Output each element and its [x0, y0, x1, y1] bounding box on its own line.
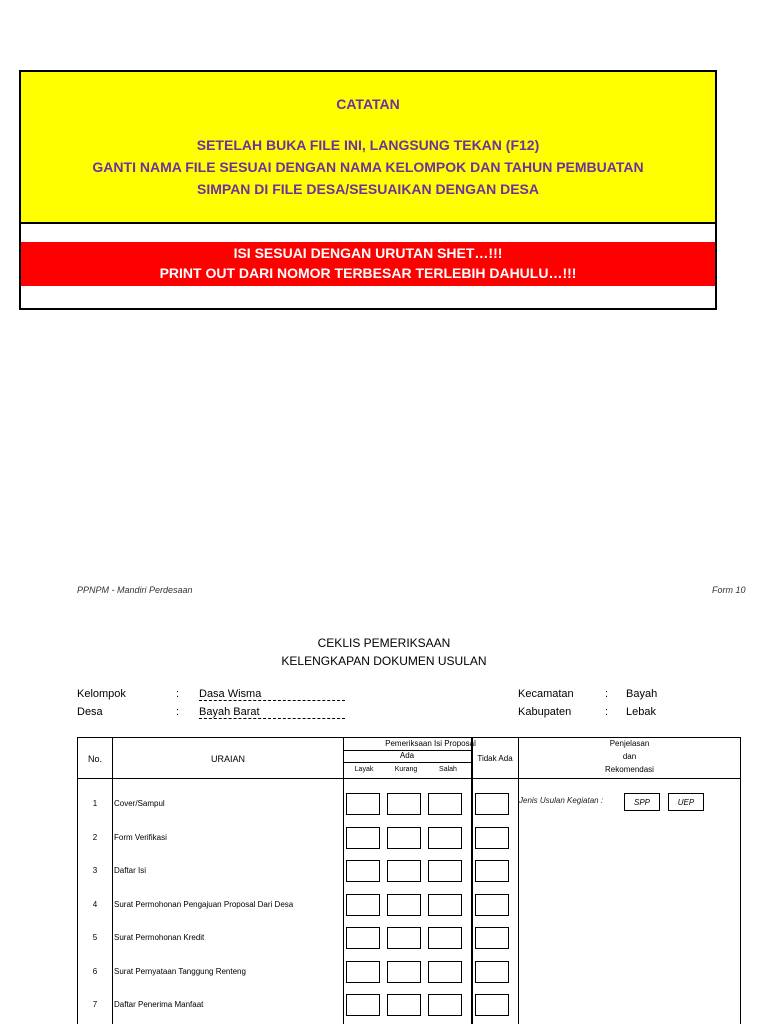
- row-number: 2: [92, 832, 98, 842]
- kelompok-colon: :: [176, 688, 180, 700]
- desa-label: Desa: [77, 706, 103, 718]
- kecamatan-colon: :: [605, 688, 609, 700]
- layak-checkbox[interactable]: [346, 860, 380, 882]
- notice-yellow-panel: [21, 72, 715, 224]
- header-tidak-ada: Tidak Ada: [477, 754, 513, 763]
- salah-checkbox[interactable]: [428, 793, 462, 815]
- notice-title: CATATAN: [336, 96, 400, 112]
- row-number: 4: [92, 899, 98, 909]
- tidak-ada-checkbox[interactable]: [475, 827, 509, 849]
- kurang-checkbox[interactable]: [387, 994, 421, 1016]
- form-title-line-2: KELENGKAPAN DOKUMEN USULAN: [281, 654, 487, 668]
- notice-box: [19, 70, 717, 310]
- row-number: 5: [92, 933, 98, 942]
- tidak-ada-checkbox[interactable]: [475, 894, 509, 916]
- layak-checkbox[interactable]: [346, 894, 380, 916]
- kelompok-value: Dasa Wisma: [199, 688, 345, 701]
- kabupaten-label: Kabupaten: [518, 706, 572, 718]
- header-pemeriksaan: Pemeriksaan Isi Proposal: [385, 739, 476, 748]
- form-number: Form 10: [712, 585, 746, 595]
- alert-line-1: ISI SESUAI DENGAN URUTAN SHET…!!!: [233, 245, 503, 261]
- grid-line: [518, 738, 519, 1024]
- row-description: Cover/Sampul: [114, 799, 165, 808]
- desa-value: Bayah Barat: [199, 706, 345, 719]
- header-penjelasan-2: dan: [622, 752, 637, 761]
- header-penjelasan-3: Rekomendasi: [605, 765, 654, 774]
- alert-line-2: PRINT OUT DARI NOMOR TERBESAR TERLEBIH DAHULU…!!!: [159, 265, 577, 281]
- row-description: Surat Pernyataan Tanggung Renteng: [114, 966, 246, 976]
- row-number: 1: [92, 799, 98, 808]
- desa-colon: :: [176, 706, 180, 718]
- header-no: No.: [87, 754, 102, 764]
- grid-line: [343, 738, 344, 1024]
- uep-tag[interactable]: UEP: [668, 793, 704, 811]
- layak-checkbox[interactable]: [346, 793, 380, 815]
- salah-checkbox[interactable]: [428, 994, 462, 1016]
- form-title-line-1: CEKLIS PEMERIKSAAN: [317, 636, 451, 650]
- kecamatan-label: Kecamatan: [518, 688, 574, 700]
- kurang-checkbox[interactable]: [387, 827, 421, 849]
- row-description: Surat Permohonan Pengajuan Proposal Dari Desa: [114, 899, 294, 909]
- layak-checkbox[interactable]: [346, 961, 380, 983]
- notice-line-3: SIMPAN DI FILE DESA/SESUAIKAN DENGAN DESA: [197, 181, 539, 197]
- tidak-ada-checkbox[interactable]: [475, 793, 509, 815]
- notice-line-1: SETELAH BUKA FILE INI, LANGSUNG TEKAN (F12): [196, 137, 540, 153]
- layak-checkbox[interactable]: [346, 994, 380, 1016]
- kurang-checkbox[interactable]: [387, 894, 421, 916]
- program-header: PPNPM - Mandiri Perdesaan: [77, 585, 193, 595]
- header-uraian: URAIAN: [210, 754, 245, 764]
- grid-line: [78, 778, 740, 779]
- salah-checkbox[interactable]: [428, 927, 462, 949]
- salah-checkbox[interactable]: [428, 827, 462, 849]
- header-penjelasan-1: Penjelasan: [609, 739, 650, 748]
- checklist-table: [77, 737, 741, 1024]
- row-description: Daftar Isi: [114, 866, 147, 875]
- tidak-ada-checkbox[interactable]: [475, 927, 509, 949]
- row-description: Form Verifikasi: [114, 832, 167, 842]
- header-ada: Ada: [399, 751, 415, 760]
- kecamatan-value: Bayah: [626, 688, 658, 700]
- kurang-checkbox[interactable]: [387, 860, 421, 882]
- row-number: 3: [92, 866, 98, 875]
- row-number: 6: [92, 966, 98, 976]
- header-kurang: Kurang: [394, 766, 418, 773]
- layak-checkbox[interactable]: [346, 927, 380, 949]
- grid-line: [112, 738, 113, 1024]
- tidak-ada-checkbox[interactable]: [475, 961, 509, 983]
- notice-alert-panel: [21, 242, 715, 286]
- layak-checkbox[interactable]: [346, 827, 380, 849]
- tidak-ada-checkbox[interactable]: [475, 994, 509, 1016]
- kurang-checkbox[interactable]: [387, 927, 421, 949]
- tidak-ada-checkbox[interactable]: [475, 860, 509, 882]
- grid-line: [343, 762, 471, 763]
- notice-line-2: GANTI NAMA FILE SESUAI DENGAN NAMA KELOMPOK DAN TAHUN PEMBUATAN: [92, 159, 644, 175]
- salah-checkbox[interactable]: [428, 894, 462, 916]
- header-layak: Layak: [354, 766, 374, 773]
- row-description: Daftar Penerima Manfaat: [114, 1000, 204, 1009]
- kurang-checkbox[interactable]: [387, 961, 421, 983]
- row-description: Surat Permohonan Kredit: [114, 933, 205, 942]
- kurang-checkbox[interactable]: [387, 793, 421, 815]
- salah-checkbox[interactable]: [428, 961, 462, 983]
- header-salah: Salah: [439, 766, 457, 773]
- salah-checkbox[interactable]: [428, 860, 462, 882]
- grid-line: [471, 738, 473, 1024]
- kabupaten-colon: :: [605, 706, 609, 718]
- kelompok-label: Kelompok: [77, 688, 126, 700]
- row-number: 7: [92, 1000, 98, 1009]
- kabupaten-value: Lebak: [626, 706, 656, 718]
- jenis-usulan-label: Jenis Usulan Kegiatan :: [519, 796, 604, 805]
- spp-tag[interactable]: SPP: [624, 793, 660, 811]
